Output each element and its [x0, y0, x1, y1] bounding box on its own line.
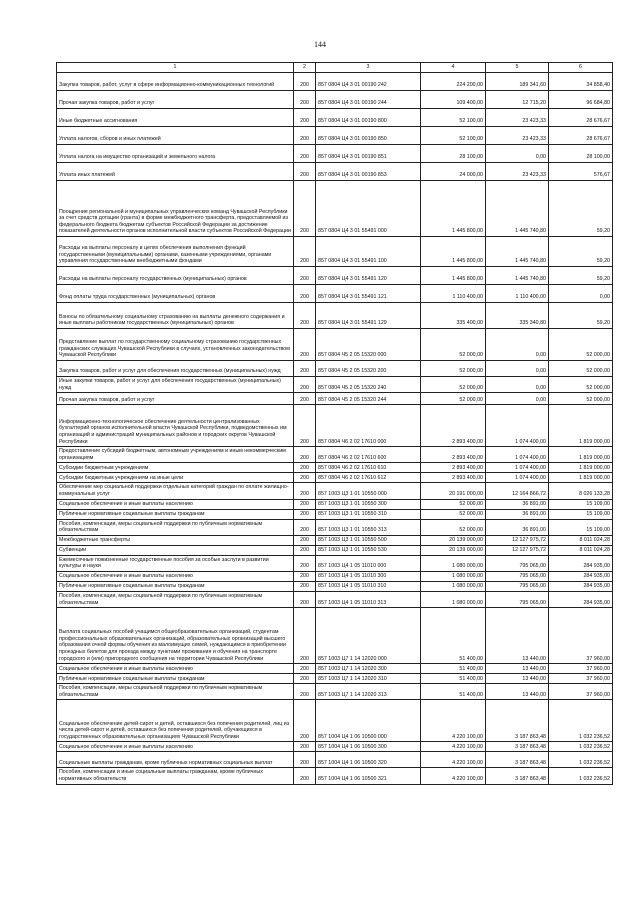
row-remainder: 284 935,00 [549, 555, 613, 571]
table-row [57, 329, 613, 361]
row-approved: 52 000,00 [421, 377, 486, 393]
row-approved: 28 100,00 [421, 145, 486, 163]
row-remainder: 1 032 236,52 [549, 768, 613, 784]
row-executed: 3 187 863,48 [486, 742, 549, 752]
row-executed: 12 127 975,72 [486, 545, 549, 555]
row-kbk: 857 1004 Ц4 1 06 10500 321 [316, 768, 421, 784]
row-executed: 0,00 [486, 361, 549, 377]
row-approved: 20 139 000,00 [421, 545, 486, 555]
row-name: Прочая закупка товаров, работ и услуг [57, 393, 294, 405]
row-kbk: 857 0804 Ц4 3 01 00190 850 [316, 127, 421, 145]
row-remainder: 28 676,67 [549, 127, 613, 145]
row-executed: 12 164 866,72 [486, 483, 549, 499]
row-remainder: 8 011 024,28 [549, 535, 613, 545]
row-remainder: 284 935,00 [549, 591, 613, 607]
row-executed: 13 440,00 [486, 608, 549, 664]
row-executed: 1 445 740,80 [486, 237, 549, 267]
row-name: Уплата иных платежей [57, 163, 294, 181]
row-approved: 4 220 100,00 [421, 700, 486, 742]
row-approved: 1 080 000,00 [421, 581, 486, 591]
row-name: Расходы на выплаты персоналу в целях обеспечения выполнения функций государственными (муниципальными) органами, казенными учреждениями, органами управления государственными внебюджетными фондами [57, 237, 294, 267]
row-name: Взносы по обязательному социальному страхованию на выплаты денежного содержания и иные выплаты работникам государственных (муниципальных) органов [57, 303, 294, 329]
row-kbk: 857 0804 Ц4 3 01 00190 242 [316, 73, 421, 91]
row-executed: 1 445 740,80 [486, 181, 549, 237]
row-name: Субвенции [57, 545, 294, 555]
row-name: Поощрение региональной и муниципальных управленческих команд Чувашской Республики за счет средств дотации (гранта) в форме межбюджетного трансферта, предоставляемой из федерального бюджета бюджетам субъектов Российской Федерации за достижение показателей деятельности органов исполнительной власти субъектов Российской Федерации [57, 181, 294, 237]
row-executed: 1 074 400,00 [486, 463, 549, 473]
table-row [57, 109, 613, 127]
row-code: 200 [294, 555, 316, 571]
row-executed: 0,00 [486, 377, 549, 393]
row-kbk: 857 0804 Ч5 2 05 15320 240 [316, 377, 421, 393]
row-kbk: 857 0804 Ч5 2 05 15320 244 [316, 393, 421, 405]
row-approved: 4 220 100,00 [421, 768, 486, 784]
row-approved: 224 200,00 [421, 73, 486, 91]
row-executed: 795 065,00 [486, 581, 549, 591]
row-executed: 13 440,00 [486, 684, 549, 700]
row-executed: 0,00 [486, 329, 549, 361]
row-kbk: 857 0804 Ц4 3 01 00190 800 [316, 109, 421, 127]
table-row [57, 752, 613, 768]
row-kbk: 857 0804 Ц4 3 01 55491 100 [316, 237, 421, 267]
row-approved: 1 080 000,00 [421, 591, 486, 607]
row-approved: 109 400,00 [421, 91, 486, 109]
table-row [57, 571, 613, 581]
row-name: Социальное обеспечение и иные выплаты населению [57, 571, 294, 581]
row-approved: 52 000,00 [421, 361, 486, 377]
table-row [57, 237, 613, 267]
row-remainder: 1 819 000,00 [549, 473, 613, 483]
row-code: 200 [294, 483, 316, 499]
row-executed: 36 891,00 [486, 499, 549, 509]
row-remainder: 37 960,00 [549, 684, 613, 700]
row-kbk: 857 1004 Ц4 1 06 10500 000 [316, 700, 421, 742]
row-code: 200 [294, 447, 316, 463]
row-kbk: 857 0804 Ч5 2 05 15320 000 [316, 329, 421, 361]
row-code: 200 [294, 742, 316, 752]
row-approved: 335 400,00 [421, 303, 486, 329]
row-executed: 335 340,80 [486, 303, 549, 329]
table-row [57, 91, 613, 109]
row-kbk: 857 1003 Ц3 1 01 10550 313 [316, 519, 421, 535]
row-approved: 1 080 000,00 [421, 555, 486, 571]
row-code: 200 [294, 499, 316, 509]
row-code: 200 [294, 405, 316, 447]
row-name: Выплата социальных пособий учащимся общеобразовательных организаций, студентам профессиональных образовательных организаций, образовательных организаций высшего образования очной формы обучения из малоимущих семей, нуждающимся в приобретении проездных билетов для проезда между пунктами проживания и обучения на транспорте городского и (или) пригородного сообщения на территории Чувашской Республики [57, 608, 294, 664]
row-remainder: 52 000,00 [549, 329, 613, 361]
row-remainder: 37 960,00 [549, 674, 613, 684]
row-code: 200 [294, 285, 316, 303]
table-row [57, 267, 613, 285]
row-kbk: 857 0804 Ц4 3 01 00190 851 [316, 145, 421, 163]
row-approved: 20 191 000,00 [421, 483, 486, 499]
row-kbk: 857 0804 Ц4 3 01 00190 853 [316, 163, 421, 181]
row-name: Социальные выплаты гражданам, кроме публичных нормативных социальных выплат [57, 752, 294, 768]
row-name: Социальное обеспечение детей-сирот и детей, оставшихся без попечения родителей, лиц из числа детей-сирот и детей, оставшихся без попечения родителей, обучающихся в государственных образовательных организациях Чувашской Республики [57, 700, 294, 742]
row-name: Предоставление субсидий бюджетным, автономным учреждениям и иным некоммерческим организациям [57, 447, 294, 463]
table-row [57, 73, 613, 91]
row-remainder: 59,20 [549, 237, 613, 267]
row-remainder: 96 684,80 [549, 91, 613, 109]
row-executed: 12 127 975,72 [486, 535, 549, 545]
row-code: 200 [294, 581, 316, 591]
row-name: Представление выплат по государственному социальному страхованию государственных гражданских служащих Чувашской Республики в случаях, установленных законодательством Чувашской Республики [57, 329, 294, 361]
row-name: Иные бюджетные ассигнования [57, 109, 294, 127]
row-name: Уплата налогов, сборов и иных платежей [57, 127, 294, 145]
row-executed: 3 187 863,48 [486, 768, 549, 784]
table-row [57, 581, 613, 591]
row-code: 200 [294, 571, 316, 581]
row-name: Социальное обеспечение и иные выплаты населению [57, 499, 294, 509]
row-remainder: 59,20 [549, 181, 613, 237]
table-row [57, 405, 613, 447]
row-kbk: 857 0804 Ц4 3 01 55491 121 [316, 285, 421, 303]
row-remainder: 34 858,40 [549, 73, 613, 91]
row-approved: 51 400,00 [421, 664, 486, 674]
row-remainder: 37 960,00 [549, 664, 613, 674]
row-executed: 23 423,33 [486, 109, 549, 127]
row-remainder: 52 000,00 [549, 377, 613, 393]
table-row [57, 535, 613, 545]
row-remainder: 0,00 [549, 285, 613, 303]
row-name: Фонд оплаты труда государственных (муниципальных) органов [57, 285, 294, 303]
row-executed: 3 187 863,48 [486, 700, 549, 742]
row-executed: 795 065,00 [486, 571, 549, 581]
table-row [57, 447, 613, 463]
row-kbk: 857 1003 Ц4 1 05 11010 300 [316, 571, 421, 581]
row-approved: 1 445 800,00 [421, 237, 486, 267]
row-kbk: 857 0804 Ч6 2 02 17610 600 [316, 447, 421, 463]
row-code: 200 [294, 145, 316, 163]
row-kbk: 857 1003 Ц7 1 14 12020 300 [316, 664, 421, 674]
table-row [57, 473, 613, 483]
row-executed: 36 891,00 [486, 509, 549, 519]
row-code: 200 [294, 181, 316, 237]
row-code: 200 [294, 377, 316, 393]
row-kbk: 857 1003 Ц4 1 05 11010 310 [316, 581, 421, 591]
row-approved: 4 220 100,00 [421, 752, 486, 768]
row-remainder: 15 109,00 [549, 519, 613, 535]
row-remainder: 284 935,00 [549, 571, 613, 581]
row-approved: 52 100,00 [421, 127, 486, 145]
table-row [57, 700, 613, 742]
table-header [57, 63, 613, 73]
row-approved: 2 893 400,00 [421, 473, 486, 483]
row-kbk: 857 1003 Ц3 1 01 10550 000 [316, 483, 421, 499]
row-name: Закупка товаров, работ и услуг для обеспечения государственных (муниципальных) нужд [57, 361, 294, 377]
table-row [57, 377, 613, 393]
row-executed: 13 440,00 [486, 674, 549, 684]
row-name: Пособия, компенсации и иные социальные выплаты гражданам, кроме публичных нормативных обязательств [57, 768, 294, 784]
row-executed: 12 715,20 [486, 91, 549, 109]
row-executed: 23 423,33 [486, 127, 549, 145]
row-code: 200 [294, 473, 316, 483]
table-row [57, 361, 613, 377]
row-name: Иные закупки товаров, работ и услуг для обеспечения государственных (муниципальных) нужд [57, 377, 294, 393]
table-row [57, 742, 613, 752]
row-executed: 23 423,33 [486, 163, 549, 181]
table-row [57, 463, 613, 473]
row-approved: 52 000,00 [421, 499, 486, 509]
row-kbk: 857 0804 Ч6 2 02 17610 612 [316, 473, 421, 483]
row-name: Закупка товаров, работ, услуг в сфере информационно-коммуникационных технологий [57, 73, 294, 91]
row-executed: 36 891,00 [486, 519, 549, 535]
row-name: Пособия, компенсации, меры социальной поддержки по публичным нормативным обязательствам [57, 519, 294, 535]
row-approved: 52 000,00 [421, 393, 486, 405]
row-remainder: 52 000,00 [549, 361, 613, 377]
row-approved: 2 893 400,00 [421, 447, 486, 463]
page-number: 144 [314, 40, 326, 49]
row-code: 200 [294, 91, 316, 109]
column-header-1: 1 [57, 63, 294, 73]
row-executed: 13 440,00 [486, 664, 549, 674]
row-executed: 3 187 863,48 [486, 752, 549, 768]
row-remainder: 52 000,00 [549, 393, 613, 405]
row-code: 200 [294, 674, 316, 684]
row-remainder: 28 100,00 [549, 145, 613, 163]
row-approved: 51 400,00 [421, 674, 486, 684]
row-approved: 1 080 000,00 [421, 571, 486, 581]
row-code: 200 [294, 608, 316, 664]
row-name: Ежемесячные пожизненные государственные пособия за особые заслуги в развитии культуры и науки [57, 555, 294, 571]
table-row [57, 393, 613, 405]
row-code: 200 [294, 393, 316, 405]
row-executed: 189 341,60 [486, 73, 549, 91]
row-kbk: 857 1004 Ц4 1 06 10500 320 [316, 752, 421, 768]
row-remainder: 1 032 236,52 [549, 742, 613, 752]
row-code: 200 [294, 752, 316, 768]
row-remainder: 1 819 000,00 [549, 405, 613, 447]
row-code: 200 [294, 768, 316, 784]
table-row [57, 555, 613, 571]
row-name: Пособия, компенсации, меры социальной поддержки по публичным нормативным обязательствам [57, 684, 294, 700]
row-approved: 2 893 400,00 [421, 463, 486, 473]
column-header-3: 3 [316, 63, 421, 73]
table-row [57, 519, 613, 535]
row-remainder: 1 819 000,00 [549, 447, 613, 463]
row-remainder: 1 032 236,52 [549, 700, 613, 742]
row-remainder: 28 676,67 [549, 109, 613, 127]
row-executed: 1 445 740,80 [486, 267, 549, 285]
row-kbk: 857 1003 Ц4 1 05 11010 000 [316, 555, 421, 571]
row-kbk: 857 0804 Ц4 3 01 55491 120 [316, 267, 421, 285]
column-header-2: 2 [294, 63, 316, 73]
row-remainder: 8 026 133,28 [549, 483, 613, 499]
row-remainder: 59,20 [549, 303, 613, 329]
row-kbk: 857 1003 Ц3 1 01 10550 500 [316, 535, 421, 545]
row-executed: 1 110 400,00 [486, 285, 549, 303]
row-approved: 1 445 800,00 [421, 181, 486, 237]
row-name: Обеспечение мер социальной поддержки отдельных категорий граждан по оплате жилищно-коммунальных услуг [57, 483, 294, 499]
table-row [57, 303, 613, 329]
row-approved: 52 000,00 [421, 329, 486, 361]
table-row [57, 768, 613, 784]
row-code: 200 [294, 329, 316, 361]
row-kbk: 857 1004 Ц4 1 06 10500 300 [316, 742, 421, 752]
row-code: 200 [294, 664, 316, 674]
row-kbk: 857 1003 Ц4 1 05 11010 313 [316, 591, 421, 607]
row-remainder: 1 032 236,52 [549, 752, 613, 768]
table-row [57, 285, 613, 303]
table-row [57, 499, 613, 509]
row-remainder: 59,20 [549, 267, 613, 285]
table-row [57, 545, 613, 555]
row-remainder: 15 109,00 [549, 509, 613, 519]
row-name: Публичные нормативные социальные выплаты гражданам [57, 581, 294, 591]
column-header-6: 6 [549, 63, 613, 73]
row-executed: 0,00 [486, 393, 549, 405]
row-kbk: 857 1003 Ц3 1 01 10550 310 [316, 509, 421, 519]
row-name: Информационно-технологическое обеспечение деятельности централизованных бухгалтерий органов исполнительной власти Чувашской Республики, подведомственных им организаций и администраций муниципальных районов и городских округов Чувашской Республики [57, 405, 294, 447]
table-row [57, 163, 613, 181]
row-executed: 1 074 400,00 [486, 473, 549, 483]
row-name: Публичные нормативные социальные выплаты гражданам [57, 674, 294, 684]
row-name: Публичные нормативные социальные выплаты гражданам [57, 509, 294, 519]
row-approved: 4 220 100,00 [421, 742, 486, 752]
column-header-4: 4 [421, 63, 486, 73]
row-remainder: 576,67 [549, 163, 613, 181]
table-row [57, 674, 613, 684]
row-kbk: 857 0804 Ч5 2 05 15320 200 [316, 361, 421, 377]
row-code: 200 [294, 463, 316, 473]
row-executed: 1 074 400,00 [486, 447, 549, 463]
row-code: 200 [294, 545, 316, 555]
row-kbk: 857 1003 Ц3 1 01 10550 530 [316, 545, 421, 555]
row-remainder: 1 819 000,00 [549, 463, 613, 473]
row-approved: 51 400,00 [421, 608, 486, 664]
row-name: Расходы на выплаты персоналу государственных (муниципальных) органов [57, 267, 294, 285]
table-row [57, 145, 613, 163]
row-approved: 1 110 400,00 [421, 285, 486, 303]
row-executed: 795 065,00 [486, 591, 549, 607]
row-name: Пособия, компенсации, меры социальной поддержки по публичным нормативным обязательствам [57, 591, 294, 607]
row-code: 200 [294, 127, 316, 145]
row-approved: 51 400,00 [421, 684, 486, 700]
row-remainder: 37 960,00 [549, 608, 613, 664]
row-code: 200 [294, 535, 316, 545]
table-row [57, 509, 613, 519]
row-executed: 0,00 [486, 145, 549, 163]
row-name: Социальное обеспечение и иные выплаты населению [57, 664, 294, 674]
table-body [57, 73, 613, 785]
row-code: 200 [294, 684, 316, 700]
row-name: Социальное обеспечение и иные выплаты населению [57, 742, 294, 752]
row-kbk: 857 1003 Ц7 1 14 12020 000 [316, 608, 421, 664]
row-code: 200 [294, 361, 316, 377]
table-row [57, 591, 613, 607]
row-name: Прочая закупка товаров, работ и услуг [57, 91, 294, 109]
column-header-5: 5 [486, 63, 549, 73]
row-remainder: 8 011 024,28 [549, 545, 613, 555]
row-approved: 52 100,00 [421, 109, 486, 127]
row-name: Субсидии бюджетным учреждениям на иные цели [57, 473, 294, 483]
row-code: 200 [294, 163, 316, 181]
row-code: 200 [294, 303, 316, 329]
row-code: 200 [294, 267, 316, 285]
row-approved: 52 000,00 [421, 519, 486, 535]
row-kbk: 857 0804 Ц4 3 01 00190 244 [316, 91, 421, 109]
row-code: 200 [294, 519, 316, 535]
row-approved: 24 000,00 [421, 163, 486, 181]
table-row [57, 181, 613, 237]
budget-execution-table [56, 62, 613, 785]
row-kbk: 857 0804 Ч6 2 02 17610 610 [316, 463, 421, 473]
table-row [57, 127, 613, 145]
table-row [57, 608, 613, 664]
row-remainder: 15 109,00 [549, 499, 613, 509]
row-code: 200 [294, 509, 316, 519]
header-row [57, 63, 613, 73]
row-name: Субсидии бюджетным учреждениям [57, 463, 294, 473]
row-code: 200 [294, 591, 316, 607]
row-kbk: 857 1003 Ц7 1 14 12020 313 [316, 684, 421, 700]
row-kbk: 857 1003 Ц7 1 14 12020 310 [316, 674, 421, 684]
table-row [57, 684, 613, 700]
row-code: 200 [294, 109, 316, 127]
row-kbk: 857 0804 Ц4 3 01 55491 129 [316, 303, 421, 329]
row-name: Межбюджетные трансферты [57, 535, 294, 545]
table-row [57, 483, 613, 499]
row-kbk: 857 0804 Ц4 3 01 55491 000 [316, 181, 421, 237]
row-executed: 1 074 400,00 [486, 405, 549, 447]
row-code: 200 [294, 73, 316, 91]
row-code: 200 [294, 700, 316, 742]
row-executed: 795 065,00 [486, 555, 549, 571]
row-approved: 1 445 800,00 [421, 267, 486, 285]
row-approved: 20 139 000,00 [421, 535, 486, 545]
row-remainder: 284 935,00 [549, 581, 613, 591]
row-code: 200 [294, 237, 316, 267]
row-kbk: 857 1003 Ц3 1 01 10550 300 [316, 499, 421, 509]
row-kbk: 857 0804 Ч6 2 02 17610 000 [316, 405, 421, 447]
row-name: Уплата налога на имущество организаций и земельного налога [57, 145, 294, 163]
table-row [57, 664, 613, 674]
row-approved: 2 893 400,00 [421, 405, 486, 447]
row-approved: 52 000,00 [421, 509, 486, 519]
